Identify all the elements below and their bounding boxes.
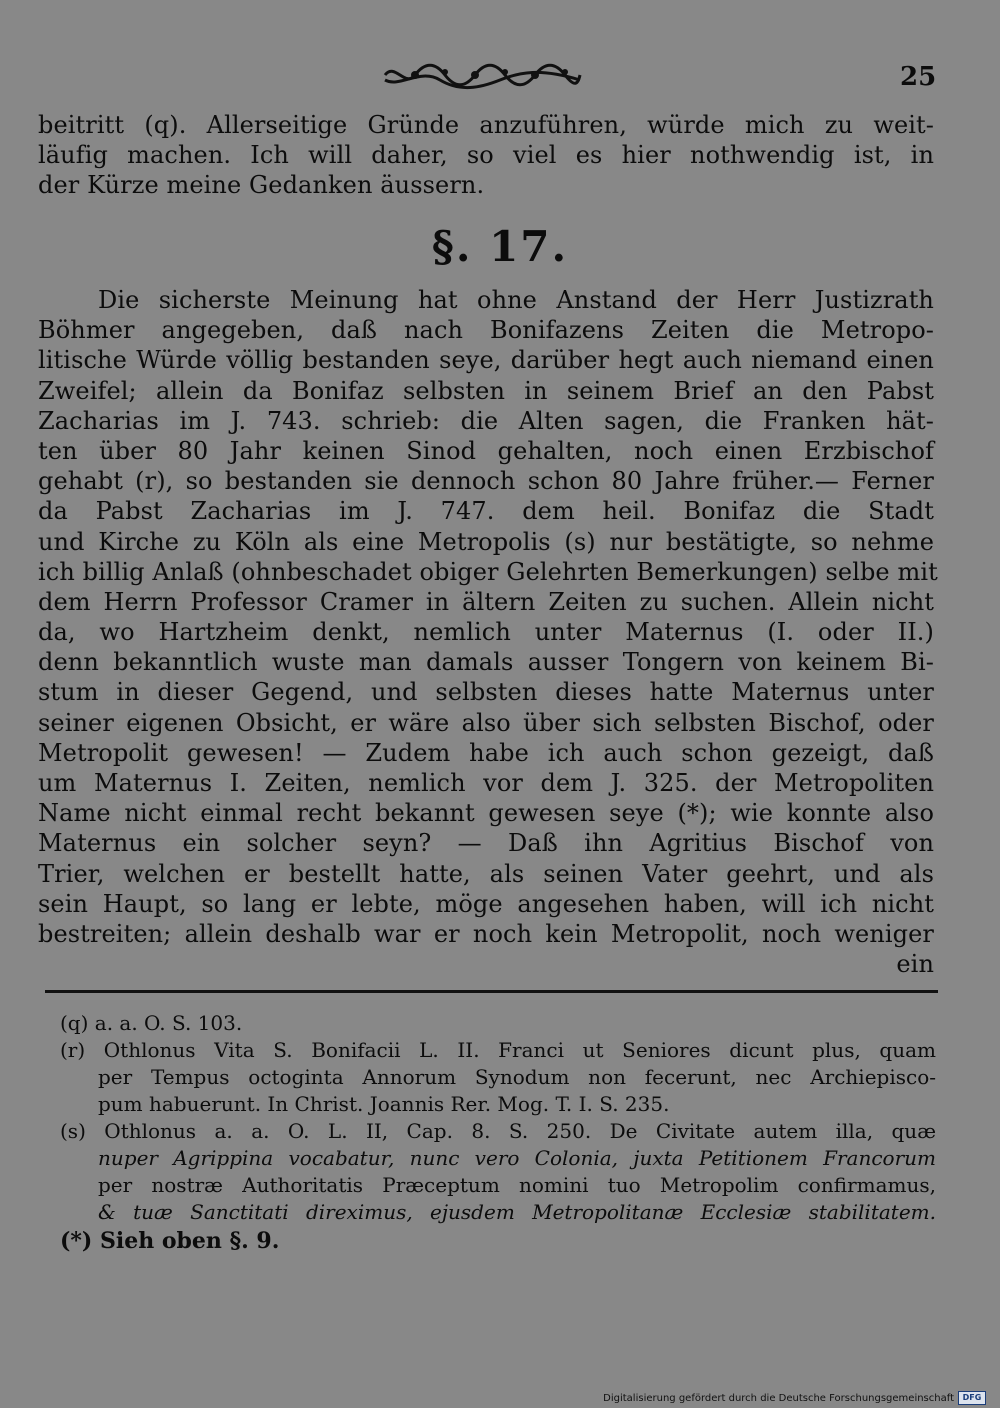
- footer-credit: [603, 1391, 986, 1405]
- body-line: seiner eigenen Obsicht, er wäre also über sich selbsten Bischof, oder: [38, 708, 934, 737]
- body-line: stum in dieser Gegend, und selbsten dieses hatte Maternus unter: [38, 678, 934, 707]
- footnote-line: per Tempus octoginta Annorum Synodum non fecerunt, nec Archiepisco-: [98, 1065, 936, 1089]
- body-line: Maternus ein solcher seyn? — Daß ihn Agritius Bischof von: [38, 829, 934, 858]
- footnote-line: (s) Othlonus a. a. O. L. II, Cap. 8. S. 250. De Civitate autem illa, quæ: [60, 1119, 936, 1143]
- body-text-main: [38, 285, 938, 979]
- footnote-line: (r) Othlonus Vita S. Bonifacii L. II. Franci ut Seniores dicunt plus, quam: [60, 1038, 936, 1062]
- footnote-line: nuper Agrippina vocabatur, nunc vero Colonia, juxta Petitionem Francorum: [98, 1146, 936, 1170]
- body-line: da Pabst Zacharias im J. 747. dem heil. Bonifaz die Stadt: [38, 497, 934, 526]
- dfg-logo: DFG: [958, 1391, 986, 1405]
- body-line: Zacharias im J. 743. schrieb: die Alten sagen, die Franken hät-: [38, 406, 934, 435]
- body-line: Die sicherste Meinung hat ohne Anstand der Herr Justizrath: [98, 286, 934, 314]
- body-line: beitritt (q). Allerseitige Gründe anzuführen, würde mich zu weit-: [38, 111, 934, 139]
- footnote-line: pum habuerunt. In Christ. Joannis Rer. Mog. T. I. S. 235.: [98, 1092, 670, 1116]
- footnote-line: & tuæ Sanctitati direximus, ejusdem Metropolitanæ Ecclesiæ stabilitatem.: [98, 1200, 936, 1224]
- body-line: Name nicht einmal recht bekannt gewesen seye (*); wie konnte also: [38, 799, 934, 828]
- body-line: dem Herrn Professor Cramer in ältern Zeiten zu suchen. Allein nicht: [38, 587, 934, 616]
- section-heading: §. 17.: [431, 222, 569, 271]
- body-line: Metropolit gewesen! — Zudem habe ich auch schon gezeigt, daß: [38, 738, 934, 767]
- page-number: 25: [900, 62, 937, 92]
- footnote-line: per nostræ Authoritatis Præceptum nomini tuo Metropolim confirmamus,: [98, 1173, 936, 1197]
- body-line: um Maternus I. Zeiten, nemlich vor dem J. 325. der Metropoliten: [38, 769, 934, 797]
- footer-credit-text: Digitalisierung gefördert durch die Deutsche Forschungsgemeinschaft: [603, 1392, 954, 1404]
- body-line: ten über 80 Jahr keinen Sinod gehalten, noch einen Erzbischof: [38, 436, 934, 465]
- footnote-line: (q) a. a. O. S. 103.: [60, 1011, 243, 1035]
- body-line: Zweifel; allein da Bonifaz selbsten in seinem Brief an den Pabst: [38, 376, 934, 405]
- footnote-divider: [45, 990, 938, 993]
- body-line: und Kirche zu Köln als eine Metropolis (s) nur bestätigte, so nehme: [38, 527, 934, 556]
- body-line: Böhmer angegeben, daß nach Bonifazens Zeiten die Metropo-: [38, 316, 934, 345]
- footnote-asterisk: (*) Sieh oben §. 9.: [60, 1228, 280, 1254]
- body-text-top: [38, 110, 934, 201]
- footnotes: [60, 1010, 936, 1254]
- body-line: gehabt (r), so bestanden sie dennoch schon 80 Jahre früher.— Ferner: [38, 467, 934, 496]
- body-line: denn bekanntlich wuste man damals ausser Tongern von keinem Bi-: [38, 648, 934, 677]
- footnote-r: [60, 1037, 936, 1118]
- body-line: sein Haupt, so lang er lebte, möge angesehen haben, will ich nicht: [38, 889, 934, 918]
- body-line: bestreiten; allein deshalb war er noch kein Metropolit, noch weniger: [38, 919, 934, 948]
- header-ornament: [380, 58, 585, 92]
- catchword: ein: [896, 950, 934, 979]
- body-line: da, wo Hartzheim denkt, nemlich unter Maternus (I. oder II.): [38, 618, 934, 647]
- body-line: ich billig Anlaß (ohnbeschadet obiger Gelehrten Bemerkungen) selbe mit: [38, 557, 938, 586]
- body-line: läufig machen. Ich will daher, so viel es hier nothwendig ist, in: [38, 141, 934, 170]
- body-line: litische Würde völlig bestanden seye, darüber hegt auch niemand einen: [38, 346, 934, 375]
- footnote-q: [60, 1010, 936, 1037]
- body-line: Trier, welchen er bestellt hatte, als seinen Vater geehrt, und als: [38, 859, 934, 888]
- body-line: der Kürze meine Gedanken äussern.: [38, 171, 485, 200]
- footnote-s: [60, 1118, 936, 1226]
